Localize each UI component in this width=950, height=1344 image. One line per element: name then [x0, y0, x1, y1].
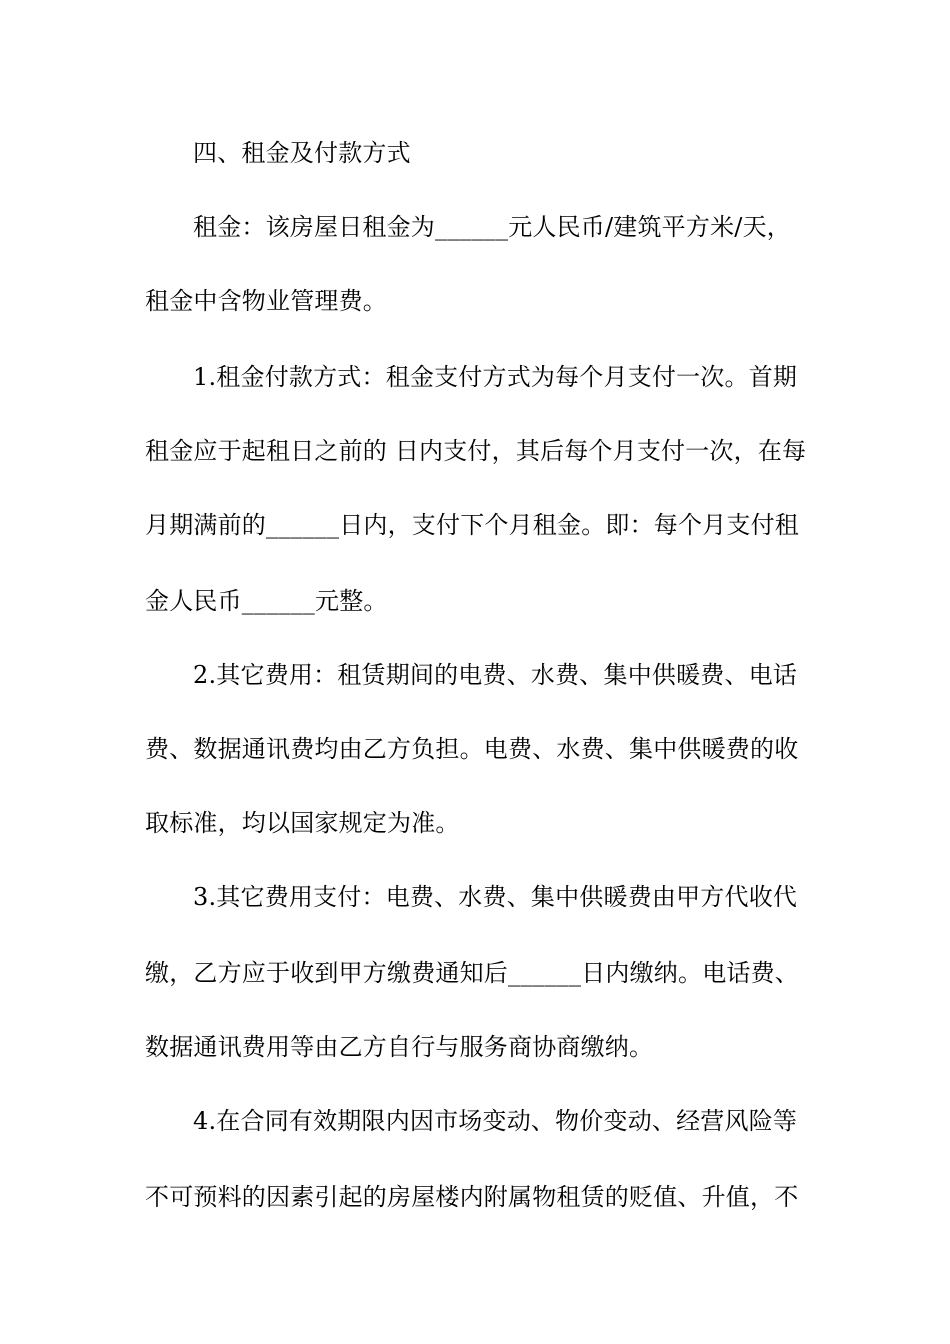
paragraph-line: 费、数据通讯费均由乙方负担。电费、水费、集中供暖费的收	[145, 735, 799, 763]
paragraph-line: 租金中含物业管理费。	[145, 287, 387, 315]
paragraph-line: 月期满前的______日内，支付下个月租金。即：每个月支付租	[145, 511, 799, 539]
paragraph-line: 不可预料的因素引起的房屋楼内附属物租赁的贬值、升值，不	[145, 1183, 799, 1211]
paragraph-line: 缴，乙方应于收到甲方缴费通知后______日内缴纳。电话费、	[145, 959, 799, 987]
paragraph-line: 租金：该房屋日租金为______元人民币/建筑平方米/天，	[193, 213, 791, 241]
paragraph-line: 2.其它费用：租赁期间的电费、水费、集中供暖费、电话	[193, 661, 798, 689]
paragraph-line: 4.在合同有效期限内因市场变动、物价变动、经营风险等	[193, 1107, 798, 1135]
paragraph-line: 3.其它费用支付：电费、水费、集中供暖费由甲方代收代	[193, 883, 798, 911]
paragraph-line: 金人民币______元整。	[145, 587, 388, 615]
section-heading: 四、租金及付款方式	[193, 139, 411, 167]
paragraph-line: 1.租金付款方式：租金支付方式为每个月支付一次。首期	[193, 363, 798, 391]
paragraph-line: 取标准，均以国家规定为准。	[145, 809, 460, 837]
paragraph-line: 租金应于起租日之前的 日内支付，其后每个月支付一次，在每	[145, 437, 807, 465]
paragraph-line: 数据通讯费用等由乙方自行与服务商协商缴纳。	[145, 1033, 654, 1061]
